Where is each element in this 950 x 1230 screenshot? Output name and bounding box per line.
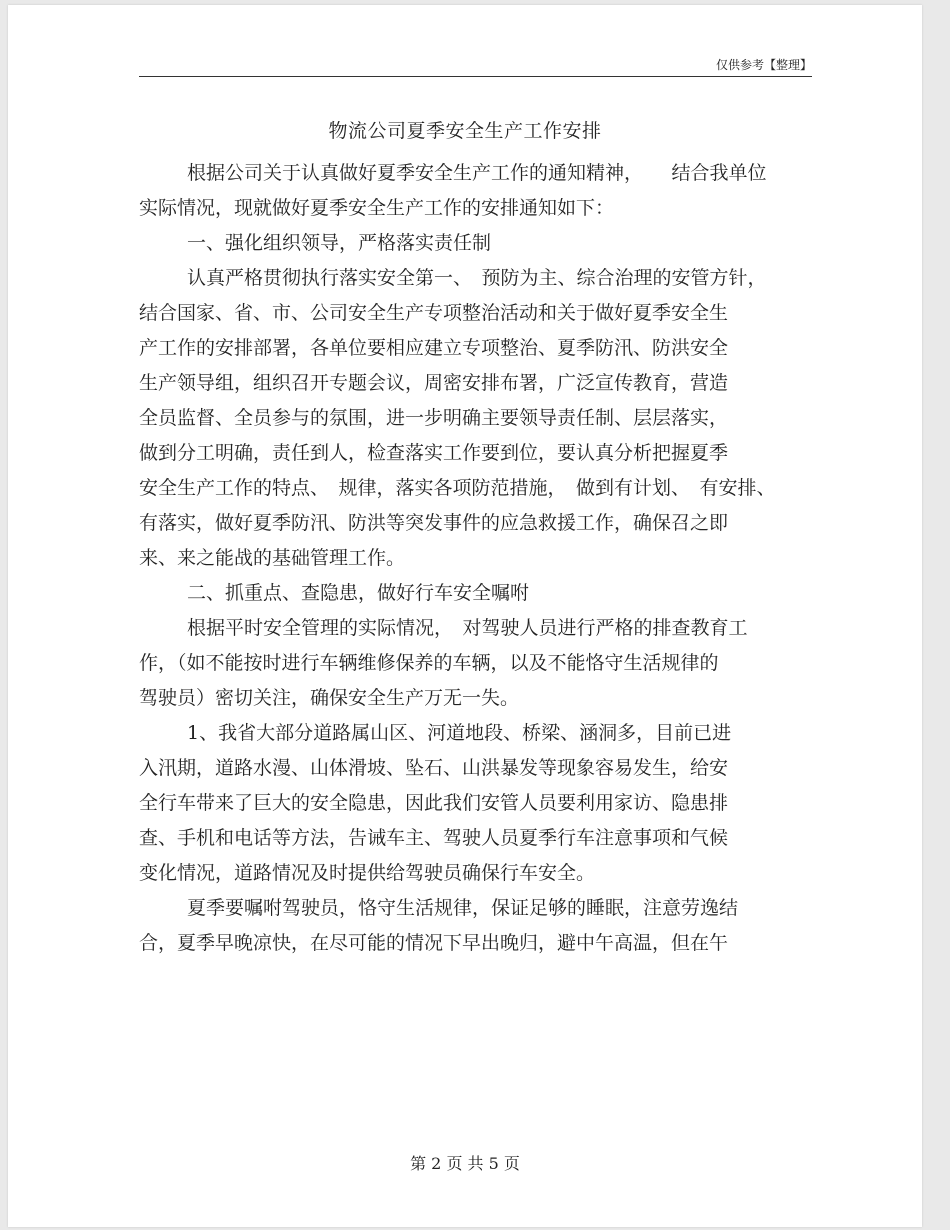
body-line: 结合国家、省、市、公司安全生产专项整治活动和关于做好夏季安全生	[139, 302, 729, 324]
body-line: 一、强化组织领导，严格落实责任制	[187, 232, 492, 254]
body-line: 驾驶员）密切关注，确保安全生产万无一失。	[139, 687, 520, 709]
page-footer: 第 2 页 共 5 页	[410, 1154, 520, 1173]
body-line: 全行车带来了巨大的安全隐患，因此我们安管人员要利用家访、隐患排	[139, 792, 729, 814]
document-body	[139, 156, 815, 961]
body-line: 合，夏季早晚凉快，在尽可能的情况下早出晚归，避中午高温，但在午	[139, 932, 729, 954]
header-rule	[139, 76, 812, 77]
body-line: 作，（如不能按时进行车辆维修保养的车辆，以及不能恪守生活规律的	[139, 652, 719, 674]
body-line: 根据公司关于认真做好夏季安全生产工作的通知精神， 结合我单位	[187, 162, 767, 184]
body-line: 1、我省大部分道路属山区、河道地段、桥梁、涵洞多，目前已进	[187, 722, 732, 744]
body-line: 安全生产工作的特点、 规律，落实各项防范措施， 做到有计划、 有安排、	[139, 477, 776, 499]
document-title: 物流公司夏季安全生产工作安排	[328, 120, 602, 142]
body-line: 实际情况，现就做好夏季安全生产工作的安排通知如下：	[139, 197, 615, 219]
body-line: 查、手机和电话等方法，告诫车主、驾驶人员夏季行车注意事项和气候	[139, 827, 729, 849]
body-line: 二、抓重点、查隐患，做好行车安全嘱咐	[187, 582, 530, 604]
body-line: 认真严格贯彻执行落实安全第一、 预防为主、综合治理的安管方针，	[187, 267, 767, 289]
body-line: 根据平时安全管理的实际情况， 对驾驶人员进行严格的排查教育工	[187, 617, 748, 639]
body-line: 产工作的安排部署，各单位要相应建立专项整治、夏季防汛、防洪安全	[139, 337, 729, 359]
body-line: 夏季要嘱咐驾驶员，恪守生活规律，保证足够的睡眠，注意劳逸结	[187, 897, 739, 919]
document-page	[8, 5, 922, 1227]
body-line: 变化情况，道路情况及时提供给驾驶员确保行车安全。	[139, 862, 596, 884]
body-line: 做到分工明确，责任到人，检查落实工作要到位，要认真分析把握夏季	[139, 442, 729, 464]
body-line: 全员监督、全员参与的氛围，进一步明确主要领导责任制、层层落实，	[139, 407, 729, 429]
body-line: 生产领导组，组织召开专题会议，周密安排布署，广泛宣传教育，营造	[139, 372, 729, 394]
body-line: 有落实，做好夏季防汛、防洪等突发事件的应急救援工作，确保召之即	[139, 512, 729, 534]
body-line: 来、来之能战的基础管理工作。	[139, 547, 406, 569]
header-note: 仅供参考【整理】	[715, 58, 812, 72]
body-line: 入汛期，道路水漫、山体滑坡、坠石、山洪暴发等现象容易发生，给安	[139, 757, 729, 779]
